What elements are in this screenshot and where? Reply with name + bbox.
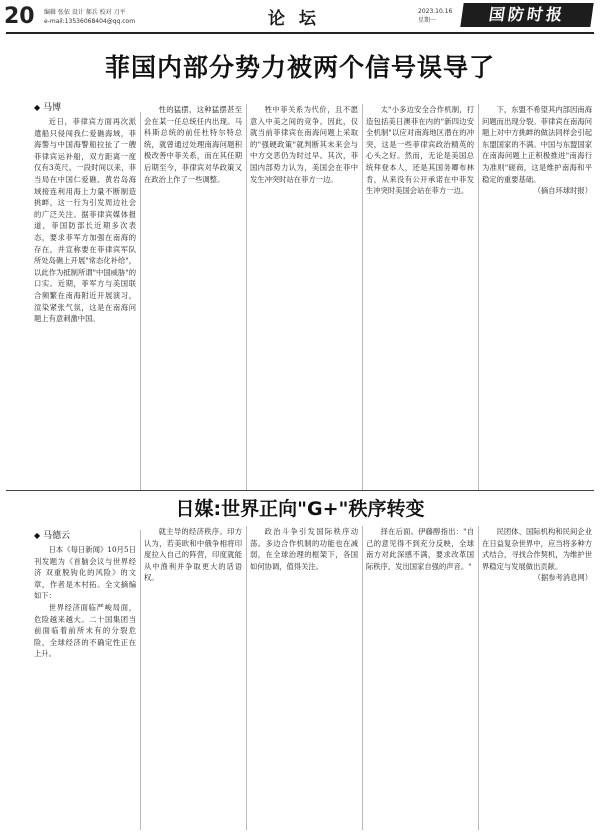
article1-col2-para-1: 性的猛摆，这种猛摆甚至会在某一任总统任内出现。马科斯总统的前任杜特尔特总统，就曾通过处理南海问题积极改善中菲关系，而在其任期后期至今，菲律宾对华政策又在政治上作了一些调整。 (144, 105, 242, 184)
column-divider (246, 526, 247, 830)
article2-col5-para-1: 民团体、国际机构和民间企业在日益复杂世界中，应当将多种方式结合，寻找合作契机，为维护世界稳定与发展做出贡献。 (482, 527, 592, 571)
article2-column-5 (482, 526, 592, 828)
article1-column-5 (482, 104, 592, 486)
article2-col1-para-2: 世界经济面临严峻局面，危险越来越大。二十国集团当前面临着前所未有的分裂危险，全球经济的不确定性正在上升。 (34, 602, 136, 659)
article2-col1-para-1: 日本《每日新闻》10月5日刊发题为《首脑会议与世界经济 双重脱钩化的风险》的文章，作者是木村拓。全文摘编如下： (34, 545, 136, 601)
article-separator (6, 490, 594, 491)
page-number: 20 (4, 4, 35, 29)
article2-column-3 (250, 526, 358, 828)
article1-col1-para-1: 近日，菲律宾方面再次派遣船只侵闯我仁爱礁海域，菲海警与中国海警船拉扯了一艘菲律宾运补船，双方距离一度仅有3英尺。一段时间以来，菲当局在中国仁爱礁、黄岩岛海域接连利用海上力量不断制造挑衅，这一行为引发周边社会的广泛关注。据菲律宾媒体报道，菲国防部长近期多次表态，要求菲军方加强在南海的存在，并宣称要在菲律宾军队所处岛礁上开展"常态化补给"，以此作为抵制所谓"中国威胁"的口实。近期，菲军方与美国联合频繁在南海附近开展演习，渲染紧张气氛，这是在南海问题上有意刺激中国。 (34, 117, 136, 324)
article2-col3-para-1: 政治斗争引发国际秩序动荡。多边合作机制的功能也在减弱，在全球治理的框架下，各国如何协调，值得关注。 (250, 527, 358, 571)
article2-col2-para-1: 就主导的经济秩序。印方认为，若美欧和中俄争相将印度拉入自己的阵营，印度就能从中渔利并争取更大的话语权。 (144, 527, 242, 583)
masthead-rule (6, 32, 594, 34)
article1-column-4 (366, 104, 474, 486)
article2-byline (34, 528, 70, 541)
masthead (0, 0, 600, 34)
article1-author: 马博 (43, 103, 62, 113)
column-divider (362, 104, 363, 490)
article2-col4-para-1: 择在后面。伊藤醇指出："自己的意见得不到充分反映，全球南方对此深感不满，要求改革国际秩序，发出国家自强的声音。" (366, 527, 474, 571)
column-divider (140, 530, 141, 830)
article1-source: （摘自环球时报） (533, 186, 592, 196)
article2-source: （据参考消息网） (533, 573, 592, 583)
article1-column-1 (34, 116, 136, 486)
section-title: 论 坛 (268, 9, 320, 29)
column-divider (362, 526, 363, 830)
column-divider (478, 526, 479, 830)
editor-info (44, 8, 135, 26)
column-divider (246, 104, 247, 490)
article1-col4-para-1: 太"小多边安全合作机制，打造包括美日澳菲在内的"新四边安全机制"以应对南海地区潜在的冲突，这是一些菲律宾政治精英的心头之好。然而，无论是美国总统拜登本人，还是其国务卿布林肯，从来没有公开承诺在中菲发生冲突时美国会站在菲方一边。 (366, 105, 474, 196)
byline-diamond-icon: ◆ (34, 531, 41, 540)
article2-headline: 日媒:世界正向"G+"秩序转变 (175, 498, 425, 520)
article2-author: 马德云 (43, 531, 71, 541)
issue-date-numeric: 2023.10.16 (418, 8, 453, 15)
article1-column-2 (144, 104, 242, 486)
article1-col3-para-1: 牲中菲关系为代价，且不愿意入中美之间的竞争。因此，仅就当前菲律宾在南海问题上采取的"强硬政策"就判断其未来会与中方交恶仍为时过早。其次，菲国内部势力认为，美国会在菲中发生冲突时站在菲方一边。 (250, 105, 358, 184)
article1-column-3 (250, 104, 358, 486)
article2-column-1 (34, 544, 136, 828)
issue-date (418, 7, 452, 25)
editor-email: e-mail:13536068404@qq.com (44, 18, 136, 25)
byline-diamond-icon: ◆ (34, 103, 41, 112)
article2-column-4 (366, 526, 474, 828)
column-divider (478, 104, 479, 490)
issue-weekday: 星期一 (418, 17, 437, 24)
newspaper-logo: 国防时报 (460, 3, 593, 27)
article1-byline (34, 100, 61, 113)
article1-col5-para-1: 下，东盟不希望其内部因南海问题而出现分裂。菲律宾在南海问题上对中方挑衅的做法同样会引起东盟国家的不满。中国与东盟国家在南海问题上正积极推进"南海行为准则"磋商，这是维护南海和平稳定的重要基础。 (482, 105, 592, 184)
editor-credits: 编辑 张依 设计 郝兵 校对 刀平 (44, 9, 126, 16)
article1-headline: 菲国内部分势力被两个信号误导了 (104, 53, 495, 82)
article2-column-2 (144, 526, 242, 828)
column-divider (140, 112, 141, 490)
